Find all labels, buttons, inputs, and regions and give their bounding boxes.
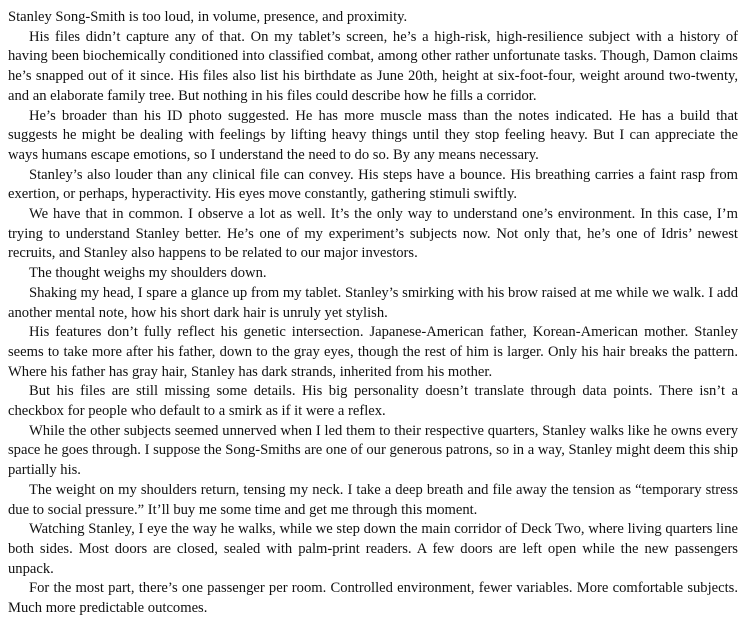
paragraph-2: His files didn’t capture any of that. On my tablet’s screen, he’s a high-risk, high-resilience subject with a history of having been biochemically conditioned into classified combat, among other rather unfortunate tasks. Though, Damon claims he’s snapped out of it since. His files also list his birthdate as June 20th, height at six-foot-four, weight around two-twenty, and an elaborate family tree. But nothing in his files could describe how he fills a corridor.	[8, 28, 738, 104]
paragraph-11: The weight on my shoulders return, tensing my neck. I take a deep breath and file away the tension as “temporary stress due to social pressure.” It’ll buy me some time and get me through this moment.	[8, 481, 738, 518]
paragraph-8: His features don’t fully reflect his genetic intersection. Japanese-American father, Korean-American mother. Stanley seems to take more after his father, down to the gray eyes, though the rest of him is larger. Only his hair breaks the pattern. Where his father has gray hair, Stanley has dark strands, inherited from his mother.	[8, 324, 738, 380]
paragraph-13: For the most part, there’s one passenger per room. Controlled environment, fewer variables. More comfortable subjects. Much more predictable outcomes.	[8, 580, 738, 617]
paragraph-7: Shaking my head, I spare a glance up from my tablet. Stanley’s smirking with his brow raised at me while we walk. I add another mental note, how his short dark hair is unruly yet stylish.	[8, 284, 738, 321]
paragraph-1: Stanley Song-Smith is too loud, in volume, presence, and proximity.	[8, 9, 408, 25]
paragraph-12: Watching Stanley, I eye the way he walks, while we step down the main corridor of Deck Two, where living quarters line both sides. Most doors are closed, sealed with palm-print readers. A few doors are left open while the new passengers unpack.	[8, 521, 738, 577]
paragraph-5: We have that in common. I observe a lot as well. It’s the only way to understand one’s environment. In this case, I’m trying to understand Stanley better. He’s one of my experiment’s subjects now. Not only that, he’s one of Idris’ newest recruits, and Stanley also happens to be related to our major investors.	[8, 206, 738, 262]
paragraph-6: The thought weighs my shoulders down.	[29, 265, 267, 282]
paragraph-9: But his files are still missing some details. His big personality doesn’t translate through data points. There isn’t a checkbox for people who default to a smirk as if it were a reflex.	[8, 383, 738, 420]
paragraph-3: He’s broader than his ID photo suggested. He has more muscle mass than the notes indicated. He has a build that suggests he might be dealing with feelings by lifting heavy things until they stop feeling heavy. But I can appreciate the ways humans escape emotions, so I understand the need to do so. By any means necessary.	[8, 107, 738, 163]
paragraph-4: Stanley’s also louder than any clinical file can convey. His steps have a bounce. His breathing carries a faint rasp from exertion, or perhaps, hyperactivity. His eyes move constantly, gathering stimuli swiftly.	[8, 166, 738, 203]
paragraph-10: While the other subjects seemed unnerved when I led them to their respective quarters, Stanley walks like he owns every space he goes through. I suppose the Song-Smiths are one of our generous patrons, so in a way, Stanley might deem this ship partially his.	[8, 422, 738, 479]
